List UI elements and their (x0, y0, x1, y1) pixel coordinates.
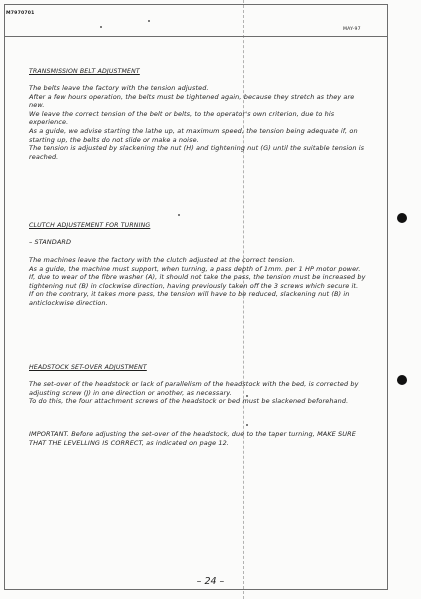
doc-date: MAY-97 (343, 27, 361, 32)
section-title-belt: TRANSMISSION BELT ADJUSTMENT (29, 68, 140, 75)
scan-mark (246, 424, 248, 426)
paragraph: We leave the correct tension of the belt or belts, to the operator's own criterion, due to his experience. (29, 109, 335, 127)
header-rule (4, 36, 388, 37)
punch-hole (397, 375, 407, 385)
doc-code: M7970701 (6, 11, 35, 16)
punch-hole (397, 213, 407, 223)
paragraph: The set-over of the headstock or lack of parallelism of the headstock with the bed, is corrected by adjusting screw (J) in one direction or another, as necessary. (29, 380, 359, 397)
page-number: – 24 – (196, 576, 225, 587)
scan-mark (148, 20, 150, 22)
paragraph: After a few hours operation, the belts must be tightened again, because they stretch as they are new. (29, 92, 355, 110)
paragraph: The machines leave the factory with the clutch adjusted at the correct tension. (29, 256, 295, 264)
section-subtitle-clutch: – STANDARD (29, 238, 72, 246)
paragraph: As a guide, the machine must support, when turning, a pass depth of 1mm. per 1 HP motor power. (29, 264, 361, 273)
paragraph: If on the contrary, it takes more pass, the tension will have to be reduced, slackening nut (B) in anticlockwise direction. (29, 290, 350, 307)
section-body-clutch (29, 256, 367, 308)
section-body-belt (29, 84, 367, 161)
paragraph: As a guide, we advise starting the lathe up, at maximum speed, the tension being adequate if, on starting up, the belts do not slide or make a noise. (29, 126, 358, 144)
section-title-clutch: CLUTCH ADJUSTEMENT FOR TURNING (29, 222, 151, 229)
paragraph: The tension is adjusted by slackening the nut (H) and tightening nut (G) until the suitable tension is reached. (29, 144, 365, 161)
scan-mark (100, 26, 102, 28)
paragraph: To do this, the four attachment screws of the headstock or bed must be slackened beforehand. (29, 397, 349, 406)
paragraph: If, due to wear of the fibre washer (A), it should not take the pass, the tension must be increased by tightening nut (B) in clockwise direction, having previously taken off the 3 screws which secure it. (29, 273, 366, 290)
important-note: IMPORTANT. Before adjusting the set-over of the headstock, due to the taper turning, MAKE SURE THAT THE LEVELLING IS CORRECT, as indicated on page 12. (29, 430, 356, 447)
scan-mark (178, 214, 180, 216)
section-body-headstock (29, 380, 367, 406)
section-title-headstock: HEADSTOCK SET-OVER ADJUSTMENT (29, 364, 147, 371)
paragraph: The belts leave the factory with the tension adjusted. (29, 84, 209, 92)
